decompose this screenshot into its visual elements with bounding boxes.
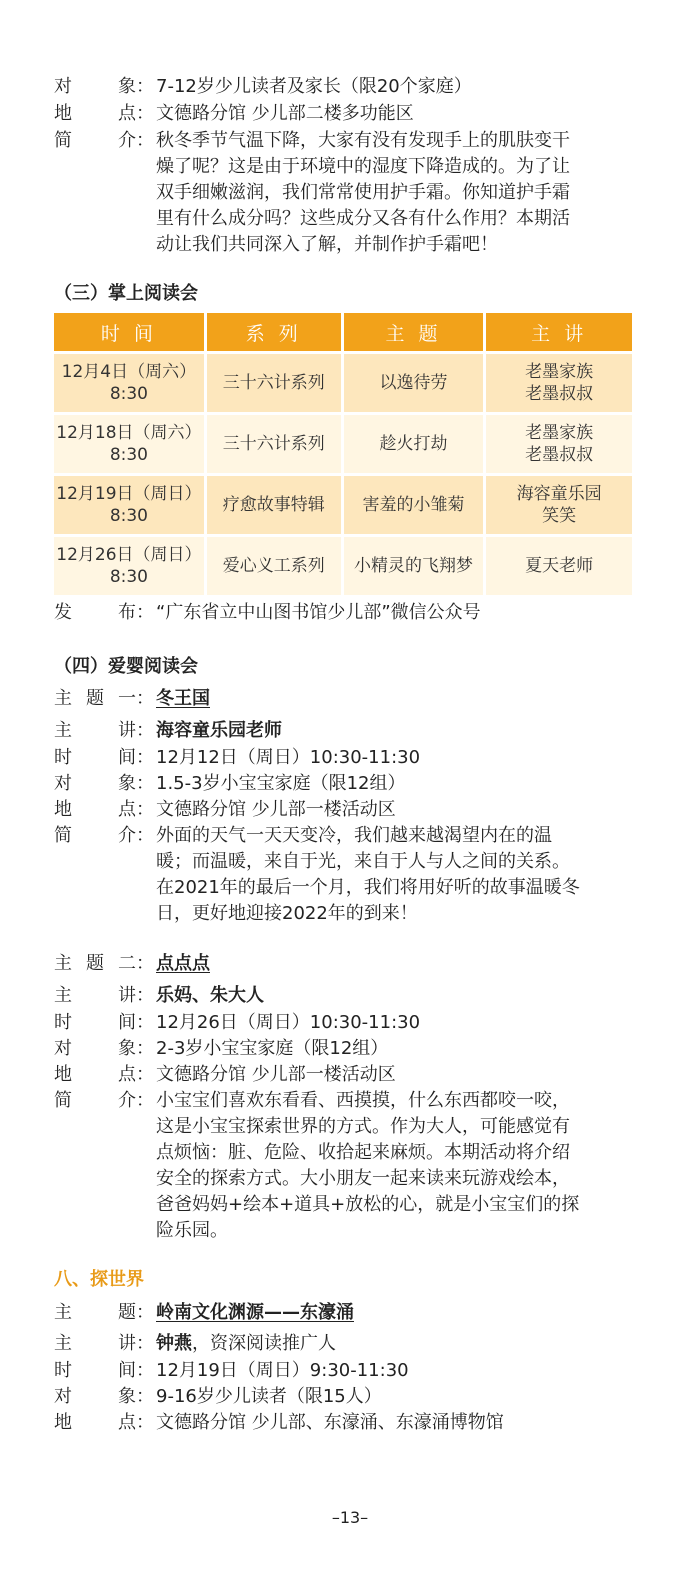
cell-host: 老墨家族 老墨叔叔 [486,415,632,473]
intro-line: 爸爸妈妈+绘本+道具+放松的心，就是小宝宝们的探 [156,1194,580,1215]
intro-line: 日，更好地迎接2022年的到来！ [156,903,418,924]
intro-line: 双手细嫩滋润，我们常常使用护手霜。你知道护手霜 [156,182,570,203]
cell-host: 海容童乐园 笑笑 [486,476,632,534]
place-row [54,797,644,823]
speaker-value [156,1331,644,1357]
speaker-row [54,983,644,1009]
speaker-value: 乐妈、朱大人 [156,985,264,1006]
intro-line: 小宝宝们喜欢东看看、西摸摸，什么东西都咬一咬， [156,1090,570,1111]
intro-line: 点烦恼：脏、危险、收拾起来麻烦。本期活动将介绍 [156,1142,570,1163]
table-header-row [54,313,632,351]
schedule-table [51,310,635,598]
audience-row [54,1384,644,1410]
place-value: 文德路分馆 少儿部一楼活动区 [156,1064,396,1085]
audience-row [54,771,644,797]
time-row [54,1358,644,1384]
audience-value: 7-12岁少儿读者及家长（限20个家庭） [156,76,472,97]
field-label: 对 象： [54,1038,154,1059]
section-heading: 八、探世界 [54,1269,144,1290]
place-row [54,101,644,127]
field-label: 主 讲： [54,720,154,741]
publish-value: “广东省立中山图书馆少儿部”微信公众号 [156,602,481,623]
field-label: 简 介： [54,1090,154,1111]
audience-row [54,1036,644,1062]
theme2-row [54,951,644,977]
header-host: 主 讲 [486,313,632,351]
field-label: 地 点： [54,1064,154,1085]
cell-topic: 小精灵的飞翔梦 [344,537,484,595]
cell-time: 12月26日（周日） 8:30 [54,537,204,595]
table-row [54,537,632,595]
field-label: 主 题 一： [54,688,154,709]
table-row [54,354,632,412]
field-label: 对 象： [54,76,154,97]
cell-series: 三十六计系列 [207,415,341,473]
time-value: 12月19日（周日）9:30-11:30 [156,1360,409,1381]
place-row [54,1062,644,1088]
theme1-row [54,686,644,712]
place-value: 文德路分馆 少儿部二楼多功能区 [156,103,414,124]
place-value: 文德路分馆 少儿部一楼活动区 [156,799,396,820]
intro-line: 险乐园。 [156,1220,228,1241]
field-label: 主 题 二： [54,953,154,974]
intro-text [156,1088,642,1244]
header-time: 时 间 [54,313,204,351]
section-heading: （三）掌上阅读会 [54,283,198,304]
cell-topic: 趁火打劫 [344,415,484,473]
intro-line: 安全的探索方式。大小朋友一起来读来玩游戏绘本， [156,1168,570,1189]
header-topic: 主 题 [344,313,484,351]
cell-host: 夏天老师 [486,537,632,595]
theme-title: 冬王国 [156,688,210,709]
speaker-row [54,718,644,744]
cell-time: 12月19日（周日） 8:30 [54,476,204,534]
field-label: 地 点： [54,103,154,124]
audience-value: 1.5-3岁小宝宝家庭（限12组） [156,773,406,794]
field-label: 地 点： [54,799,154,820]
cell-series: 三十六计系列 [207,354,341,412]
field-label: 时 间： [54,1012,154,1033]
speaker-name: 钟燕 [156,1333,192,1354]
audience-value: 2-3岁小宝宝家庭（限12组） [156,1038,389,1059]
field-label: 简 介： [54,130,154,151]
intro-line: 在2021年的最后一个月，我们将用好听的故事温暖冬 [156,877,580,898]
cell-topic: 以逸待劳 [344,354,484,412]
section-heading: （四）爱婴阅读会 [54,656,198,677]
field-label: 主 讲： [54,1333,154,1354]
theme-row [54,1300,644,1326]
cell-series: 爱心义工系列 [207,537,341,595]
field-label: 时 间： [54,1360,154,1381]
field-label: 发 布： [54,602,154,623]
cell-host: 老墨家族 老墨叔叔 [486,354,632,412]
intro-line: 暖；而温暖，来自于光，来自于人与人之间的关系。 [156,851,570,872]
table-row [54,415,632,473]
theme-title: 岭南文化渊源——东濠涌 [156,1302,354,1323]
time-row [54,745,644,771]
cell-time: 12月18日（周六） 8:30 [54,415,204,473]
cell-topic: 害羞的小雏菊 [344,476,484,534]
intro-line: 秋冬季节气温下降，大家有没有发现手上的肌肤变干 [156,130,570,151]
intro-line: 里有什么成分吗？这些成分又各有什么作用？本期活 [156,208,570,229]
table-row [54,476,632,534]
cell-time: 12月4日（周六） 8:30 [54,354,204,412]
field-label: 时 间： [54,747,154,768]
field-label: 主 题： [54,1302,154,1323]
intro-line: 这是小宝宝探索世界的方式。作为大人，可能感觉有 [156,1116,570,1137]
field-label: 对 象： [54,773,154,794]
intro-line: 外面的天气一天天变冷，我们越来越渴望内在的温 [156,825,552,846]
audience-value: 9-16岁少儿读者（限15人） [156,1386,382,1407]
place-row [54,1410,644,1436]
speaker-desc: ，资深阅读推广人 [192,1333,336,1354]
header-series: 系 列 [207,313,341,351]
field-label: 对 象： [54,1386,154,1407]
place-value: 文德路分馆 少儿部、东濠涌、东濠涌博物馆 [156,1412,504,1433]
publish-row [54,600,644,626]
cell-series: 疗愈故事特辑 [207,476,341,534]
time-value: 12月26日（周日）10:30-11:30 [156,1012,421,1033]
intro-line: 燥了呢？这是由于环境中的湿度下降造成的。为了让 [156,156,570,177]
field-label: 地 点： [54,1412,154,1433]
speaker-value: 海容童乐园老师 [156,720,282,741]
time-value: 12月12日（周日）10:30-11:30 [156,747,421,768]
intro-text [156,128,642,258]
intro-text [156,823,642,927]
field-label: 主 讲： [54,985,154,1006]
theme-title: 点点点 [156,953,210,974]
audience-row [54,74,644,100]
page-number: –13– [331,1508,369,1527]
time-row [54,1010,644,1036]
field-label: 简 介： [54,825,154,846]
speaker-row [54,1331,644,1357]
intro-line: 动让我们共同深入了解，并制作护手霜吧！ [156,234,498,255]
